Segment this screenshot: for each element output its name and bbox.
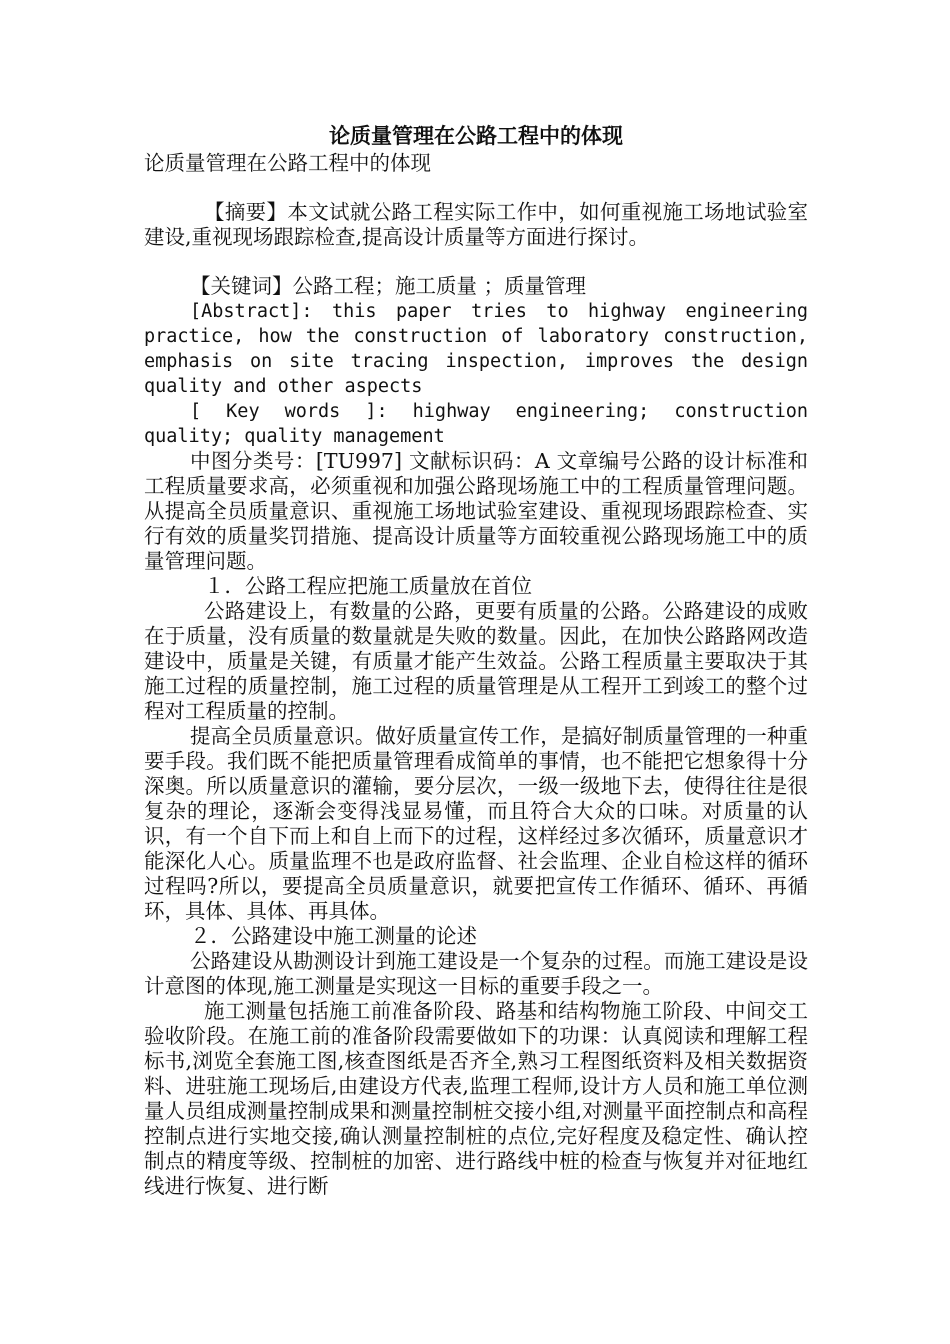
document-page <box>144 121 808 1199</box>
section-1-heading: １．公路工程应把施工质量放在首位 <box>204 574 532 598</box>
section-2-paragraph-2: 施工测量包括施工前准备阶段、路基和结构物施工阶段、中间交工验收阶段。在施工前的准备阶段需要做如下的功课：认真阅读和理解工程标书,浏览全套施工图,核查图纸是否齐全,熟习工程图纸资料及相关数据资料、进驻施工现场后,由建设方代表,监理工程师,设计方人员和施工单位测量人员组成测量控制成果和测量控制桩交接小组,对测量平面控制点和高程控制点进行实地交接,确认测量控制桩的点位,完好程度及稳定性、确认控制点的精度等级、控制桩的加密、进行路线中桩的检查与恢复并对征地红线进行恢复、进行断 <box>144 999 808 1198</box>
section-2-heading: ２．公路建设中施工测量的论述 <box>190 924 477 948</box>
document-title: 论质量管理在公路工程中的体现 <box>329 123 623 148</box>
classification-paragraph: 中图分类号：[TU997] 文献标识码：A 文章编号公路的设计标准和工程质量要求高，必须重视和加强公路现场施工中的工程质量管理问题。从提高全员质量意识、重视施工场地试验室建设、重视现场跟踪检查、实行有效的质量奖罚措施、提高设计质量等方面较重视公路现场施工中的质量管理问题。 <box>144 449 808 573</box>
section-1-paragraph-1: 公路建设上，有数量的公路，更要有质量的公路。公路建设的成败在于质量，没有质量的数量就是失败的数量。因此，在加快公路路网改造建设中，质量是关键，有质量才能产生效益。公路工程质量主要取决于其施工过程的质量控制，施工过程的质量管理是从工程开工到竣工的整个过程对工程质量的控制。 <box>144 599 808 723</box>
abstract-cn: 【摘要】本文试就公路工程实际工作中，如何重视施工场地试验室建设,重视现场跟踪检查,提高设计质量等方面进行探讨。 <box>144 200 808 249</box>
spacer <box>144 250 808 274</box>
document-subtitle: 论质量管理在公路工程中的体现 <box>144 151 431 175</box>
section-1-paragraph-2: 提高全员质量意识。做好质量宣传工作，是搞好制质量管理的一种重要手段。我们既不能把质量管理看成简单的事情，也不能把它想象得十分深奥。所以质量意识的灌输，要分层次，一级一级地下去，使得往往是很复杂的理论，逐渐会变得浅显易懂，而且符合大众的口味。对质量的认识，有一个自下而上和自上而下的过程，这样经过多次循环，质量意识才能深化人心。质量监理不也是政府监督、社会监理、企业自检这样的循环过程吗?所以，要提高全员质量意识，就要把宣传工作循环、循环、再循环，具体、具体、再具体。 <box>144 724 808 923</box>
abstract-en: [Abstract]: this paper tries to highway engineering practice, how the construction of laboratory construction, emphasis on site tracing inspection, improves the design quality and other aspects <box>144 301 808 397</box>
keywords-cn: 【关键词】公路工程；施工质量 ；质量管理 <box>190 274 587 298</box>
spacer <box>144 176 808 200</box>
section-2-paragraph-1: 公路建设从勘测设计到施工建设是一个复杂的过程。而施工建设是设计意图的体现,施工测量是实现这一目标的重要手段之一。 <box>144 949 808 998</box>
keywords-en: [ Key words ]: highway engineering; construction quality; quality management <box>144 401 808 447</box>
